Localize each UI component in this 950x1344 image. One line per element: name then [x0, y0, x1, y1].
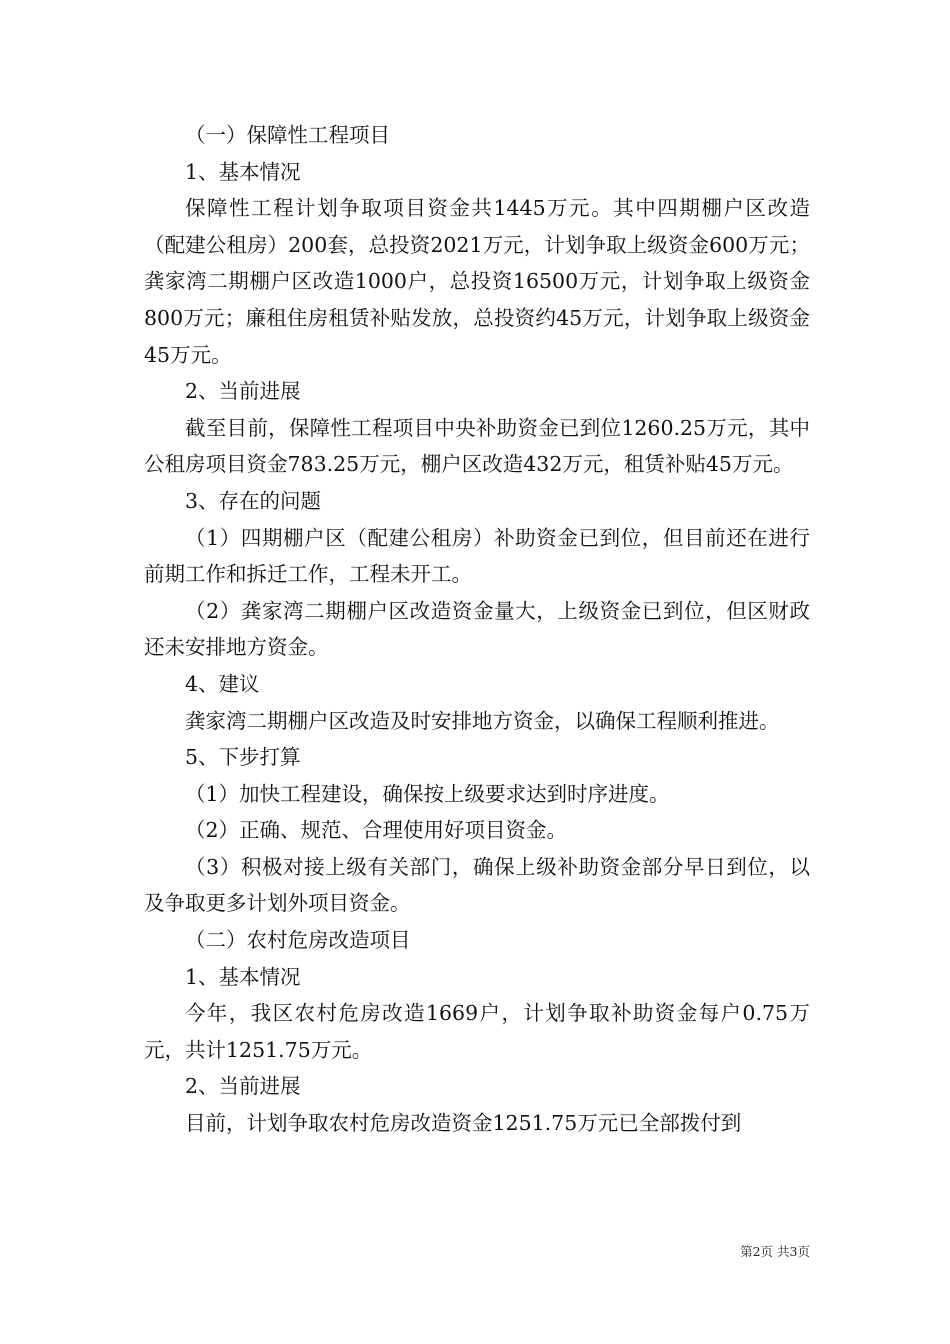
paragraph: 保障性工程计划争取项目资金共1445万元。其中四期棚户区改造（配建公租房）200套，总投资2021万元，计划争取上级资金600万元；龚家湾二期棚户区改造1000户，总投资16500万元，计划争取上级资金800万元；廉租住房租赁补贴发放，总投资约45万元，计划争取上级资金45万元。	[144, 196, 810, 367]
paragraph: （2）龚家湾二期棚户区改造资金量大，上级资金已到位，但区财政还未安排地方资金。	[144, 598, 810, 660]
section-heading-2: （二）农村危房改造项目	[185, 928, 411, 953]
subheading-suggestions: 4、建议	[185, 671, 260, 696]
subheading-problems: 3、存在的问题	[185, 488, 322, 513]
paragraph: 龚家湾二期棚户区改造及时安排地方资金，以确保工程顺利推进。	[185, 708, 780, 733]
paragraph: 截至目前，保障性工程项目中央补助资金已到位1260.25万元，其中公租房项目资金783.25万元，棚户区改造432万元，租赁补贴45万元。	[144, 415, 810, 477]
section-heading-1: （一）保障性工程项目	[185, 123, 390, 147]
paragraph: （3）积极对接上级有关部门，确保上级补助资金部分早日到位，以及争取更多计划外项目资金。	[144, 854, 810, 916]
subheading-basic-info: 1、基本情况	[185, 159, 301, 184]
subheading-progress: 2、当前进展	[185, 379, 301, 404]
subheading-next-steps: 5、下步打算	[185, 745, 301, 770]
paragraph: 今年，我区农村危房改造1669户，计划争取补助资金每户0.75万元，共计1251.75万元。	[144, 1001, 810, 1062]
paragraph: （2）正确、规范、合理使用好项目资金。	[185, 818, 568, 843]
paragraph: 目前，计划争取农村危房改造资金1251.75万元已全部拨付到	[185, 1111, 742, 1136]
paragraph: （1）四期棚户区（配建公租房）补助资金已到位，但目前还在进行前期工作和拆迁工作，工程未开工。	[144, 525, 810, 587]
document-body	[144, 117, 810, 1142]
paragraph: （1）加快工程建设，确保按上级要求达到时序进度。	[185, 781, 670, 806]
subheading-progress: 2、当前进展	[185, 1074, 301, 1099]
subheading-basic-info: 1、基本情况	[185, 964, 301, 989]
page-number: 第2页 共3页	[740, 1244, 810, 1259]
